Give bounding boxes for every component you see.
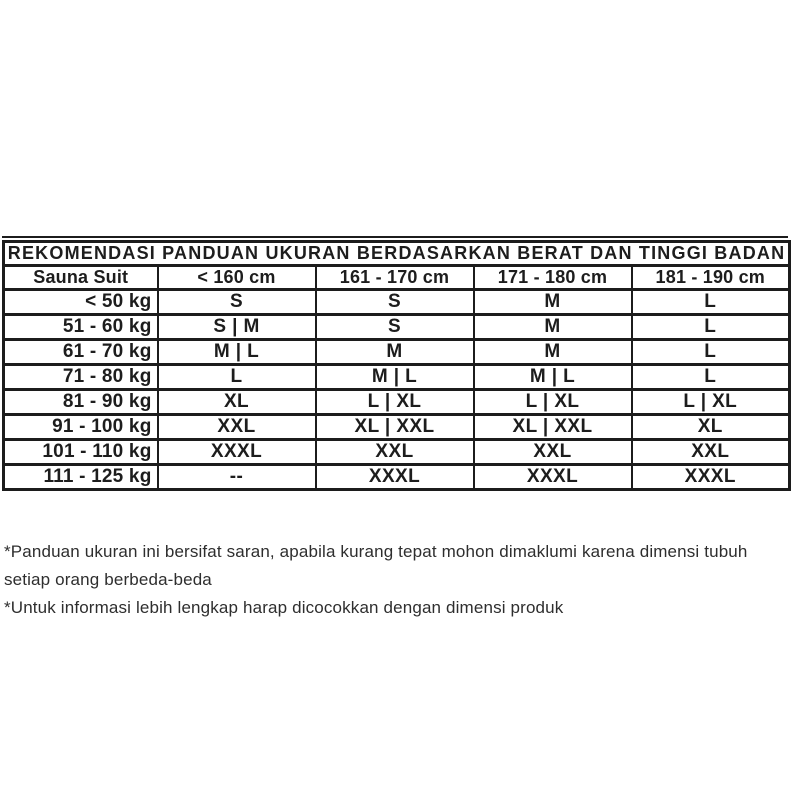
size-cell: XL xyxy=(158,390,316,415)
size-cell: XXXL xyxy=(316,465,474,490)
size-cell: XL | XXL xyxy=(474,415,632,440)
size-chart-container xyxy=(2,236,788,491)
size-cell: XXXL xyxy=(632,465,790,490)
footnotes xyxy=(4,538,778,622)
size-cell: M xyxy=(474,340,632,365)
weight-range-label: 71 - 80 kg xyxy=(4,365,158,390)
size-cell: L xyxy=(632,365,790,390)
weight-range-label: 111 - 125 kg xyxy=(4,465,158,490)
size-cell: L | XL xyxy=(632,390,790,415)
weight-range-label: 101 - 110 kg xyxy=(4,440,158,465)
size-cell: XXL xyxy=(158,415,316,440)
weight-range-label: 81 - 90 kg xyxy=(4,390,158,415)
size-cell: M | L xyxy=(158,340,316,365)
table-row xyxy=(4,390,790,415)
size-cell: XL xyxy=(632,415,790,440)
table-row xyxy=(4,290,790,315)
size-cell: M xyxy=(474,315,632,340)
size-cell: S | M xyxy=(158,315,316,340)
size-cell: XXL xyxy=(316,440,474,465)
table-row xyxy=(4,415,790,440)
column-header-height-2: 161 - 170 cm xyxy=(316,266,474,290)
size-cell: L xyxy=(158,365,316,390)
column-header-height-4: 181 - 190 cm xyxy=(632,266,790,290)
footnote-product-dimension: *Untuk informasi lebih lengkap harap dicocokkan dengan dimensi produk xyxy=(4,598,564,617)
table-row xyxy=(4,340,790,365)
footnote-size-disclaimer: *Panduan ukuran ini bersifat saran, apabila kurang tepat mohon dimaklumi karena dimensi tubuh setiap orang berbeda-beda xyxy=(4,542,748,589)
column-header-height-1: < 160 cm xyxy=(158,266,316,290)
weight-range-label: < 50 kg xyxy=(4,290,158,315)
top-double-rule xyxy=(2,236,788,238)
table-row xyxy=(4,365,790,390)
size-cell: M | L xyxy=(474,365,632,390)
size-cell: L | XL xyxy=(474,390,632,415)
size-cell: M xyxy=(474,290,632,315)
size-cell: XXL xyxy=(632,440,790,465)
size-cell: M xyxy=(316,340,474,365)
size-cell: L xyxy=(632,315,790,340)
size-cell: S xyxy=(316,315,474,340)
size-cell: XXL xyxy=(474,440,632,465)
size-cell: XXXL xyxy=(474,465,632,490)
size-cell: S xyxy=(316,290,474,315)
table-row xyxy=(4,315,790,340)
size-cell: L xyxy=(632,340,790,365)
size-cell: XXXL xyxy=(158,440,316,465)
column-header-product: Sauna Suit xyxy=(4,266,158,290)
chart-title: REKOMENDASI PANDUAN UKURAN BERDASARKAN BERAT DAN TINGGI BADAN xyxy=(4,242,790,266)
column-header-height-3: 171 - 180 cm xyxy=(474,266,632,290)
size-cell: L xyxy=(632,290,790,315)
size-cell: -- xyxy=(158,465,316,490)
size-cell: L | XL xyxy=(316,390,474,415)
size-cell: M | L xyxy=(316,365,474,390)
size-cell: XL | XXL xyxy=(316,415,474,440)
size-cell: S xyxy=(158,290,316,315)
table-row xyxy=(4,440,790,465)
weight-range-label: 91 - 100 kg xyxy=(4,415,158,440)
weight-range-label: 61 - 70 kg xyxy=(4,340,158,365)
size-chart-table xyxy=(2,240,791,491)
title-row xyxy=(4,242,790,266)
header-row xyxy=(4,266,790,290)
weight-range-label: 51 - 60 kg xyxy=(4,315,158,340)
table-row xyxy=(4,465,790,490)
